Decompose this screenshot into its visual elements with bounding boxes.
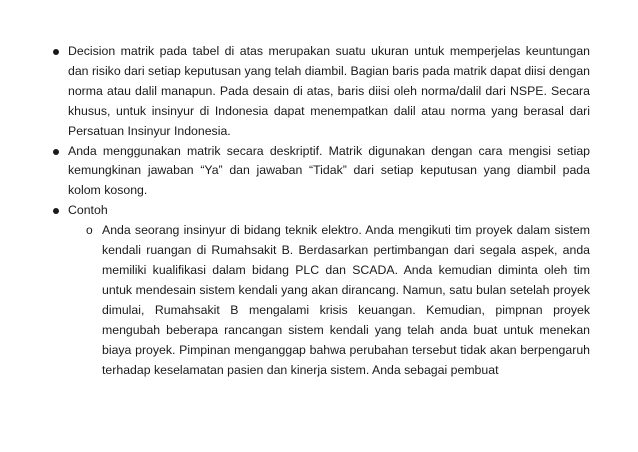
bullet-item-decision-matrix — [52, 42, 590, 142]
bullet-dot-icon — [53, 149, 59, 155]
sub-list — [86, 221, 590, 380]
bullet-item-example — [52, 201, 590, 380]
bullet-text: Contoh — [68, 203, 108, 218]
bullet-list — [52, 42, 590, 380]
circle-bullet-icon: o — [86, 223, 93, 238]
sub-item-text: Anda seorang insinyur di bidang teknik elektro. Anda mengikuti tim proyek dalam sistem kendali ruangan di Rumahsakit B. Berdasarkan pertimbangan dari segala aspek, anda memiliki kualifikasi dalam bidang PLC dan SCADA. Anda kemudian diminta oleh tim untuk mendesain sistem kendali yang akan dirancang. Namun, satu bulan setelah proyek dimulai, Rumahsakit B mengalami krisis keuangan. Kemudian, pimpnan proyek mengubah beberapa rancangan sistem kendali yang telah anda buat untuk menekan biaya proyek. Pimpinan menganggap bahwa perubahan tersebut tidak akan berpengaruh terhadap keselamatan pasien dan kinerja sistem. Anda sebagai pembuat — [102, 223, 590, 377]
bullet-dot-icon — [53, 49, 59, 55]
bullet-item-descriptive-matrix — [52, 142, 590, 202]
bullet-text: Anda menggunakan matrik secara deskriptif. Matrik digunakan dengan cara mengisi setiap kemungkinan jawaban “Ya” dan jawaban “Tidak” dari setiap keputusan yang diambil pada kolom kosong. — [68, 143, 590, 198]
bullet-dot-icon — [53, 208, 59, 214]
bullet-text: Decision matrik pada tabel di atas merupakan suatu ukuran untuk memperjelas keuntungan dan risiko dari setiap keputusan yang telah diambil. Bagian baris pada matrik dapat diisi dengan norma atau dalil manapun. Pada desain di atas, baris diisi oleh norma/dalil dari NSPE. Secara khusus, untuk insinyur di Indonesia dapat menempatkan dalil atau norma yang berasal dari Persatuan Insinyur Indonesia. — [68, 44, 590, 138]
sub-item-example-scenario — [86, 221, 590, 380]
